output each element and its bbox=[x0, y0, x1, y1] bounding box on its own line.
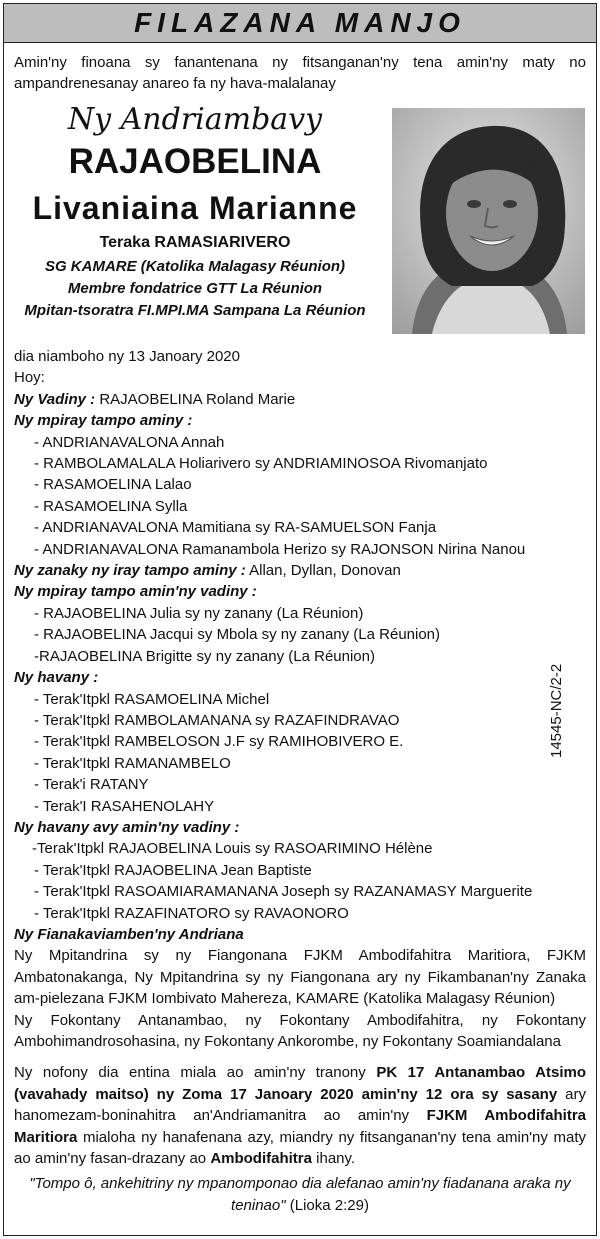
funeral-church: FJKM Ambodifahitra Maritiora bbox=[14, 1107, 586, 1146]
verse-text: "Tompo ô, ankehitriny ny mpanomponao dia alefanao amin'ny fiadanana araka ny teninao" bbox=[29, 1175, 571, 1214]
relative-item: - Terak'Itpkl RAMANAMBELO bbox=[34, 754, 231, 772]
role-line: Mpitan-tsoratra FI.MPI.MA Sampana La Réunion bbox=[24, 302, 366, 319]
spouse-relative-item: - Terak'Itpkl RAJAOBELINA Jean Baptiste bbox=[34, 861, 312, 879]
spouse-sibling-item: -RAJAOBELINA Brigitte sy ny zanany (La Réunion) bbox=[34, 647, 375, 665]
nephews-line bbox=[14, 560, 586, 581]
notice-title: FILAZANA MANJO bbox=[134, 7, 466, 38]
funeral-text-3: mialoha ny hanafenana azy, miandry ny fitsanganan'ny tena amin'ny maty ao amin'ny fasan-drazany ao bbox=[14, 1128, 586, 1168]
spouse-relatives-heading: Ny havany avy amin'ny vadiny : bbox=[14, 818, 240, 836]
church-heading: Ny Fianakaviamben'ny Andriana bbox=[14, 925, 244, 943]
funeral-burial-place: Ambodifahitra bbox=[210, 1150, 312, 1168]
funeral-paragraph bbox=[14, 1062, 586, 1169]
deceased-given-names: Livaniaina Marianne bbox=[32, 190, 358, 226]
notice-header bbox=[4, 4, 596, 43]
teraka-name: RAMASIARIVERO bbox=[154, 234, 291, 251]
spouse-name: RAJAOBELINA Roland Marie bbox=[99, 390, 296, 408]
relatives-heading: Ny havany : bbox=[14, 669, 99, 687]
spouse-label: Ny Vadiny : bbox=[14, 390, 96, 408]
fokontany-paragraph: Ny Fokontany Antanambao, ny Fokontany Ambodifahitra, ny Fokontany Ambohimandrosohasina, ny Fokontany Ankorombe, ny Fokontany Soamiandalana bbox=[14, 1011, 586, 1050]
relative-item: - Terak'Itpkl RAMBELOSON J.F sy RAMIHOBIVERO E. bbox=[34, 733, 404, 751]
ad-reference-code: 14545-NC/2-2 bbox=[548, 663, 565, 758]
sibling-item: - ANDRIANAVALONA Annah bbox=[34, 433, 225, 451]
spouse-relative-item: - Terak'Itpkl RAZAFINATORO sy RAVAONORO bbox=[34, 904, 349, 922]
relative-item: - Terak'Itpkl RASAMOELINA Michel bbox=[34, 690, 270, 708]
siblings-heading: Ny mpiray tampo aminy : bbox=[14, 412, 193, 430]
portrait-illustration bbox=[392, 108, 585, 334]
spouse-relative-item: - Terak'Itpkl RASOAMIARAMANANA Joseph sy RAZANAMASY Marguerite bbox=[34, 883, 533, 901]
deceased-surname: RAJAOBELINA bbox=[68, 142, 322, 181]
verse-reference: (Lioka 2:29) bbox=[285, 1196, 369, 1214]
teraka-label: Teraka bbox=[99, 234, 150, 251]
hoy-line: Hoy: bbox=[14, 369, 45, 387]
spouse-relative-item: -Terak'Itpkl RAJAOBELINA Louis sy RASOARIMINO Hélène bbox=[32, 840, 433, 858]
funeral-location-time: PK 17 Antanambao Atsimo (vavahady maitso) ny Zoma 17 Janoary 2020 amin'ny 12 ora sy sasany bbox=[14, 1064, 587, 1103]
spouse-sibling-item: - RAJAOBELINA Julia sy ny zanany (La Réunion) bbox=[34, 604, 364, 622]
role-line: Membre fondatrice GTT La Réunion bbox=[67, 280, 323, 297]
sibling-item: - ANDRIANAVALONA Mamitiana sy RA-SAMUELSON Fanja bbox=[34, 519, 437, 537]
spouse-sibling-item: - RAJAOBELINA Jacqui sy Mbola sy ny zanany (La Réunion) bbox=[34, 626, 441, 644]
funeral-text-4: ihany. bbox=[311, 1150, 356, 1168]
spouse-line bbox=[14, 389, 586, 410]
relative-item: - Terak'Itpkl RAMBOLAMANANA sy RAZAFINDRAVAO bbox=[34, 711, 400, 729]
church-paragraph: Ny Mpitandrina sy ny Fiangonana FJKM Ambodifahitra Maritiora, FJKM Ambatonakanga, Ny Mpitandrina sy ny Fiangonana ary ny Fikambanan'ny Zanaka am-pielezana FJKM Iombivato Mahereza, KAMARE (Katolika Malagasy Réunion) bbox=[14, 947, 586, 1008]
spouse-siblings-heading: Ny mpiray tampo amin'ny vadiny : bbox=[14, 583, 257, 601]
sibling-item: - RAMBOLAMALALA Holiarivero sy ANDRIAMINOSOA Rivomanjato bbox=[34, 455, 488, 473]
notice-body bbox=[14, 346, 586, 1216]
role-line: SG KAMARE (Katolika Malagasy Réunion) bbox=[44, 258, 346, 275]
sibling-item: - RASAMOELINA Lalao bbox=[34, 476, 192, 494]
intro-text: Amin'ny finoana sy fanantenana ny fitsanganan'ny tena amin'ny maty no ampandrenesanay anareo fa ny hava-malalanay bbox=[14, 54, 586, 92]
funeral-text-1: Ny nofony dia entina miala ao amin'ny tranony bbox=[14, 1064, 377, 1082]
death-date-line: dia niamboho ny 13 Janoary 2020 bbox=[14, 348, 240, 365]
roles-list bbox=[0, 256, 390, 322]
relative-item: - Terak'I RASAHENOLAHY bbox=[34, 797, 215, 815]
birth-name bbox=[0, 234, 390, 252]
honorific: Ny Andriambavy bbox=[67, 102, 323, 137]
funeral-text-2: ary hanomezam-boninahitra an'Andriamanitra ao amin'ny bbox=[14, 1085, 586, 1125]
nephews-names: Allan, Dyllan, Donovan bbox=[249, 562, 401, 580]
bible-verse bbox=[14, 1173, 586, 1216]
sibling-item: - ANDRIANAVALONA Ramanambola Herizo sy RAJONSON Nirina Nanou bbox=[34, 540, 526, 558]
sibling-item: - RASAMOELINA Sylla bbox=[34, 497, 188, 515]
relative-item: - Terak'i RATANY bbox=[34, 776, 149, 794]
portrait-photo bbox=[392, 108, 585, 334]
nephews-label: Ny zanaky ny iray tampo aminy : bbox=[14, 562, 246, 580]
